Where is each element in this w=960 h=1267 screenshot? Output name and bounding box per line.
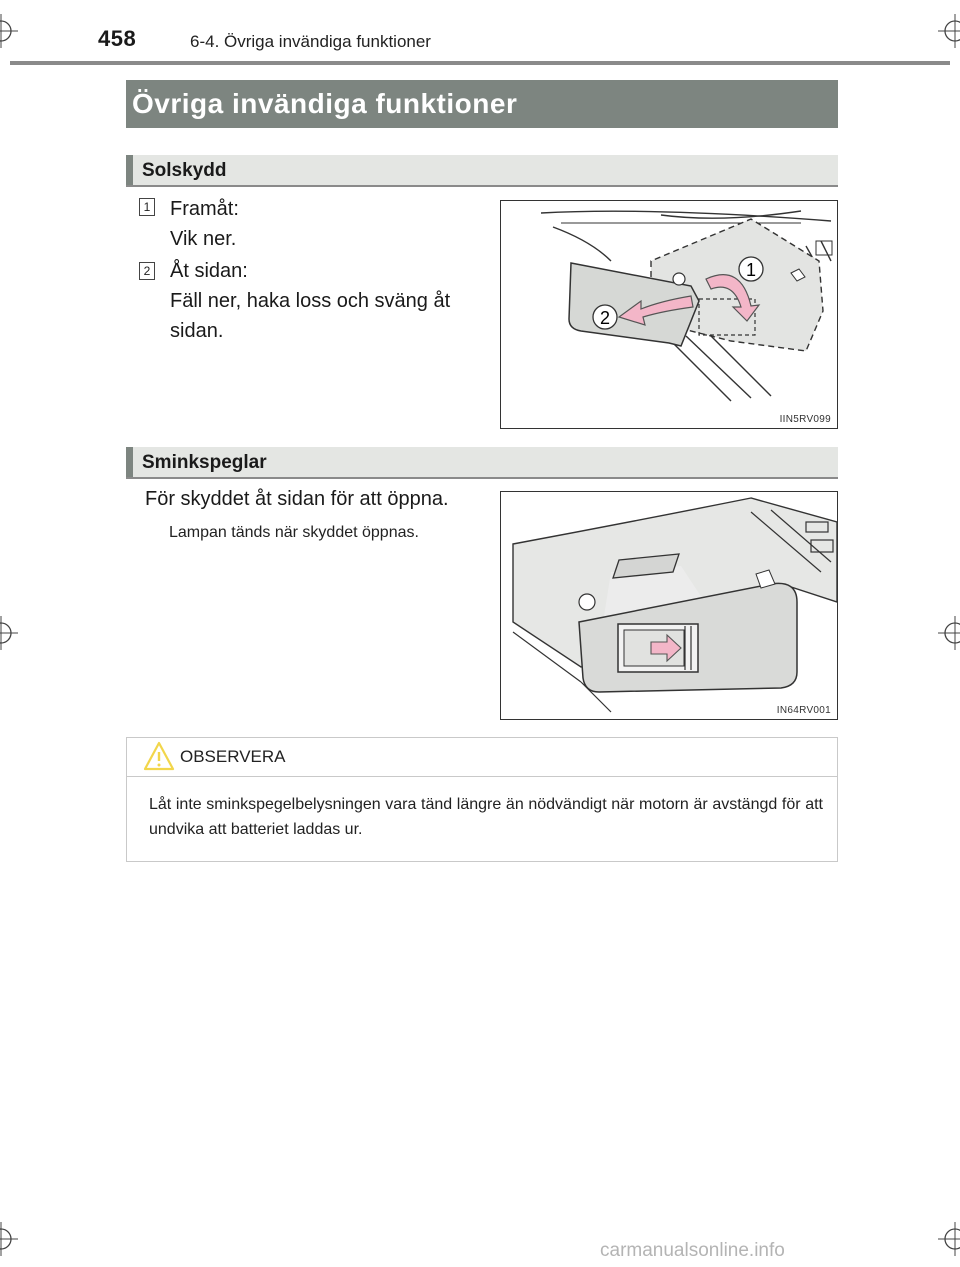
sun-visor-figure-code: IIN5RV099 bbox=[779, 414, 831, 425]
step-2-line-1: Åt sidan: bbox=[170, 260, 248, 282]
registration-mark-icon bbox=[0, 14, 18, 48]
vanity-mirror-heading-label: Sminkspeglar bbox=[142, 452, 267, 473]
page-number: 458 bbox=[98, 26, 137, 51]
step-1-text bbox=[170, 194, 239, 254]
notice-title: OBSERVERA bbox=[180, 747, 286, 766]
step-number-2: 2 bbox=[139, 262, 155, 280]
notice-text: Låt inte sminkspegelbelysningen vara tänd längre än nödvändigt när motorn är avstängd för att undvika att batteriet laddas ur. bbox=[149, 796, 823, 838]
registration-mark-icon bbox=[0, 1222, 18, 1256]
callout-2: 2 bbox=[599, 308, 611, 328]
header-rule bbox=[10, 61, 950, 65]
visor-pivot bbox=[673, 273, 685, 285]
step-1-line-1: Framåt: bbox=[170, 198, 239, 220]
warning-icon bbox=[143, 741, 175, 771]
vanity-mirror-note: Lampan tänds när skyddet öppnas. bbox=[169, 524, 419, 541]
registration-mark-icon bbox=[0, 616, 18, 650]
heading-accent-bar bbox=[126, 155, 133, 185]
step-2-line-2: Fäll ner, haka loss och sväng åt bbox=[170, 290, 451, 312]
vanity-mirror-figure-code: IN64RV001 bbox=[776, 705, 831, 716]
vanity-mirror-illustration bbox=[501, 492, 837, 719]
vanity-mirror-figure bbox=[500, 491, 838, 720]
heading-accent-bar bbox=[126, 447, 133, 477]
notice-divider bbox=[127, 776, 837, 777]
step-2-text bbox=[170, 256, 490, 346]
step-number-1: 1 bbox=[139, 198, 155, 216]
section-title: Övriga invändiga funktioner bbox=[126, 80, 838, 128]
chapter-title: 6-4. Övriga invändiga funktioner bbox=[190, 32, 431, 51]
registration-mark-icon bbox=[938, 1222, 960, 1256]
step-1-line-2: Vik ner. bbox=[170, 228, 237, 250]
registration-mark-icon bbox=[938, 616, 960, 650]
visor-pivot bbox=[579, 594, 595, 610]
callout-1: 1 bbox=[745, 260, 757, 280]
sun-visor-illustration bbox=[501, 201, 837, 428]
watermark: carmanualsonline.info bbox=[600, 1240, 785, 1261]
sun-visor-figure bbox=[500, 200, 838, 429]
sun-visor-heading bbox=[126, 155, 838, 187]
sun-visor-heading-label: Solskydd bbox=[142, 160, 227, 181]
vanity-mirror-heading bbox=[126, 447, 838, 479]
step-2-line-3: sidan. bbox=[170, 320, 224, 342]
vanity-mirror-instruction: För skyddet åt sidan för att öppna. bbox=[145, 488, 449, 510]
registration-mark-icon bbox=[938, 14, 960, 48]
